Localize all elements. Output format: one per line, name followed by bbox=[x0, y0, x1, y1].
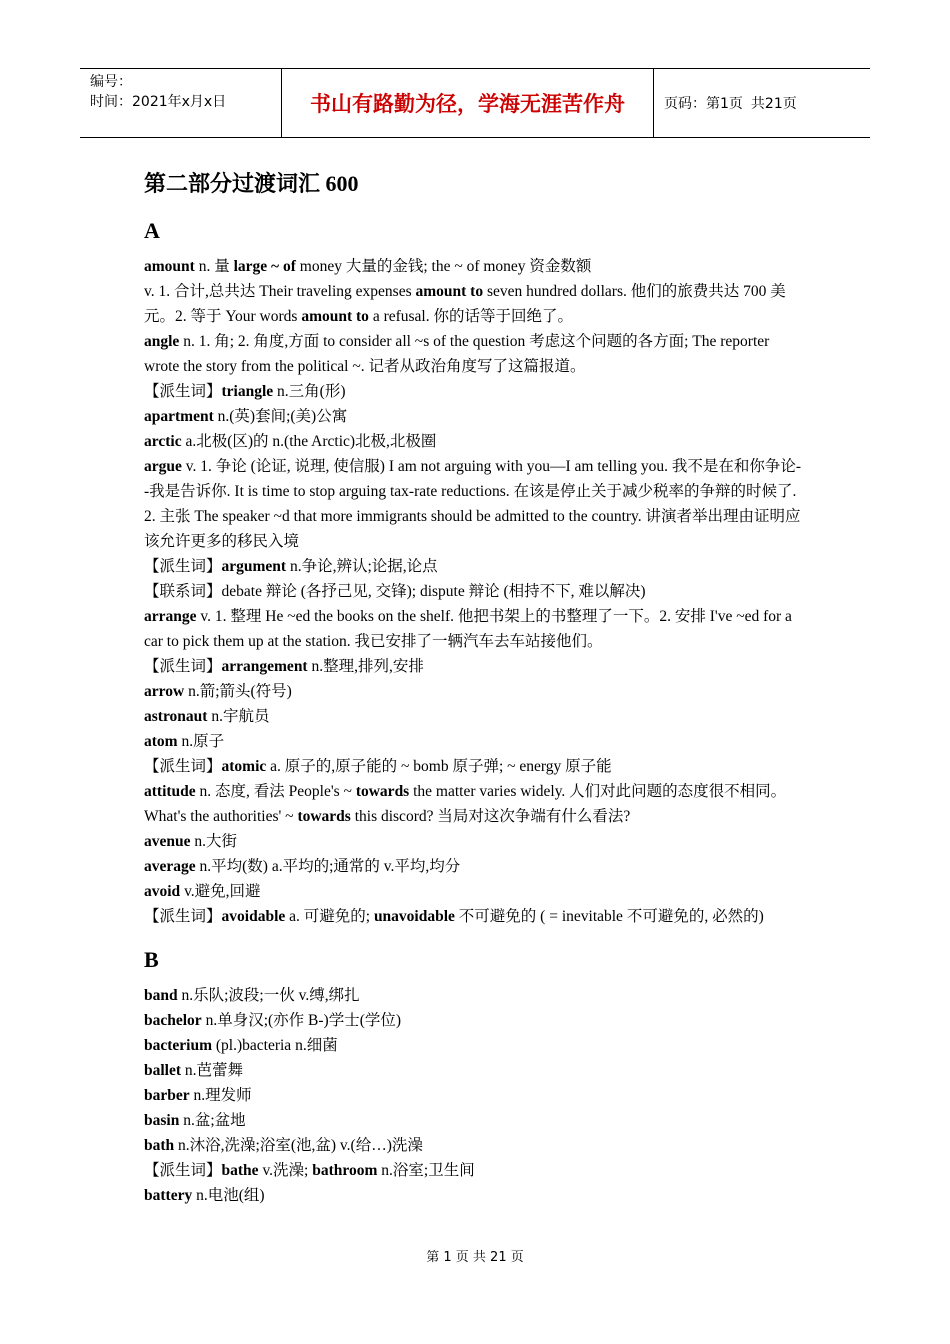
page-header bbox=[80, 68, 870, 138]
entry-apartment bbox=[144, 404, 806, 429]
headword: avoidable bbox=[221, 908, 286, 925]
entry-text: n.乐队;波段;一伙 v.缚,绑扎 bbox=[177, 987, 360, 1004]
entry-text: n.三角(形) bbox=[273, 383, 346, 400]
entry-battery bbox=[144, 1183, 806, 1208]
entry-text: n.宇航员 bbox=[207, 708, 270, 725]
headword: barber bbox=[144, 1087, 190, 1104]
entry-text: n. 态度, 看法 People's ~ bbox=[195, 783, 356, 800]
entry-atom bbox=[144, 729, 806, 754]
headword: unavoidable bbox=[373, 908, 455, 925]
entry-text: 不可避免的 ( = inevitable 不可避免的, 必然的) bbox=[454, 908, 764, 925]
headword: bathroom bbox=[312, 1162, 378, 1179]
entry-text: 【联系词】debate 辩论 (各抒己见, 交锋); dispute 辩论 (相持不下, 难以解决) bbox=[144, 583, 646, 600]
entry-text: (pl.)bacteria n.细菌 bbox=[212, 1037, 338, 1054]
headword: average bbox=[144, 858, 196, 875]
headword: large ~ of bbox=[233, 258, 296, 275]
page-number-label: 页码：第1页 bbox=[664, 96, 743, 112]
entry-avoid bbox=[144, 879, 806, 904]
entry-atomic bbox=[144, 754, 806, 779]
header-meta bbox=[80, 69, 281, 137]
section-letter-a: A bbox=[144, 218, 160, 243]
entry-text: a refusal. 你的话等于回绝了。 bbox=[368, 308, 573, 325]
entry-text: 【派生词】 bbox=[144, 1162, 222, 1179]
headword: bachelor bbox=[144, 1012, 202, 1029]
headword: bathe bbox=[221, 1162, 259, 1179]
entry-amount-verb bbox=[144, 279, 806, 329]
entry-text: money 大量的金钱; the ~ of money 资金数额 bbox=[295, 258, 592, 275]
entry-text: a.北极(区)的 n.(the Arctic)北极,北极圈 bbox=[181, 433, 437, 450]
headword: attitude bbox=[144, 783, 196, 800]
entry-average bbox=[144, 854, 806, 879]
entry-text: seven hundred dollars. 他们的旅费共达 700 美元。2. 等于 Your words bbox=[144, 283, 786, 325]
headword: battery bbox=[144, 1187, 193, 1204]
entry-text: 【派生词】 bbox=[144, 908, 222, 925]
entry-text: n.(英)套间;(美)公寓 bbox=[213, 408, 348, 425]
entry-text: n.箭;箭头(符号) bbox=[184, 683, 292, 700]
entry-text: n.单身汉;(亦作 B-)学士(学位) bbox=[201, 1012, 402, 1029]
headword: avoid bbox=[144, 883, 181, 900]
entry-text: v.避免,回避 bbox=[180, 883, 261, 900]
entry-argue bbox=[144, 454, 806, 554]
entry-text: the matter varies widely. 人们对此问题的态度很不相同。What's the authorities' ~ bbox=[144, 783, 787, 825]
document-body bbox=[144, 168, 806, 1208]
header-page-info bbox=[654, 69, 870, 137]
entry-text: 【派生词】 bbox=[144, 758, 222, 775]
entry-text: n.大街 bbox=[190, 833, 238, 850]
entry-band bbox=[144, 983, 806, 1008]
entry-text: n.沐浴,洗澡;浴室(池,盆) v.(给…)洗澡 bbox=[174, 1137, 423, 1154]
entry-barber bbox=[144, 1083, 806, 1108]
entry-text: a. 可避免的; bbox=[285, 908, 374, 925]
entry-arrange bbox=[144, 604, 806, 654]
entry-attitude bbox=[144, 779, 806, 829]
entry-text: n.平均(数) a.平均的;通常的 v.平均,均分 bbox=[195, 858, 461, 875]
entry-arrangement bbox=[144, 654, 806, 679]
headword: angle bbox=[144, 333, 180, 350]
entry-arrow bbox=[144, 679, 806, 704]
headword: towards bbox=[355, 783, 410, 800]
entry-text: n.盆;盆地 bbox=[179, 1112, 246, 1129]
entry-bath bbox=[144, 1133, 806, 1158]
header-motto: 书山有路勤为径，学海无涯苦作舟 bbox=[281, 69, 654, 137]
entry-text: v. 1. 合计,总共达 Their traveling expenses bbox=[144, 283, 416, 300]
headword: avenue bbox=[144, 833, 191, 850]
headword: arrangement bbox=[221, 658, 308, 675]
entry-bathe bbox=[144, 1158, 806, 1183]
entry-bachelor bbox=[144, 1008, 806, 1033]
entry-argument bbox=[144, 554, 806, 579]
entry-text: 【派生词】 bbox=[144, 658, 222, 675]
entry-text: v. 1. 整理 He ~ed the books on the shelf. 他把书架上的书整理了一下。2. 安排 I've ~ed for a car to pick them up at the station. 我已安排了一辆汽车去车站接他们。 bbox=[144, 608, 792, 650]
section-a bbox=[144, 216, 806, 929]
entry-text: v. 1. 争论 (论证, 说理, 使信服) I am not arguing with you—I am telling you. 我不是在和你争论--我是告诉你. It is time to stop arguing tax-rate reductions. 在该是停止关于减少税率的争辩的时候了. 2. 主张 The speaker ~d that more immigrants should be admitted to the country. 讲演者举出理由证明应该允许更多的移民入境 bbox=[144, 458, 801, 550]
headword: apartment bbox=[144, 408, 214, 425]
headword: band bbox=[144, 987, 178, 1004]
headword: amount to bbox=[415, 283, 484, 300]
number-label: 编号： bbox=[90, 74, 132, 90]
headword: bacterium bbox=[144, 1037, 213, 1054]
headword: argue bbox=[144, 458, 182, 475]
entry-basin bbox=[144, 1108, 806, 1133]
entry-avoidable bbox=[144, 904, 806, 929]
entry-text: n. 1. 角; 2. 角度,方面 to consider all ~s of the question 考虑这个问题的各方面; The reporter wrote the story from the political ~. 记者从政治角度写了这篇报道。 bbox=[144, 333, 770, 375]
entry-text: n.浴室;卫生间 bbox=[377, 1162, 475, 1179]
headword: argument bbox=[221, 558, 287, 575]
entry-text: n.原子 bbox=[177, 733, 225, 750]
entry-text: n. 量 bbox=[194, 258, 234, 275]
entry-text: v.洗澡; bbox=[258, 1162, 313, 1179]
entry-text: 【派生词】 bbox=[144, 383, 222, 400]
document-title: 第二部分过渡词汇 600 bbox=[144, 171, 359, 196]
headword: triangle bbox=[221, 383, 274, 400]
entry-avenue bbox=[144, 829, 806, 854]
headword: towards bbox=[297, 808, 351, 825]
entry-debate bbox=[144, 579, 806, 604]
headword: atom bbox=[144, 733, 178, 750]
page-total-label: 共21页 bbox=[750, 96, 797, 112]
headword: arrange bbox=[144, 608, 197, 625]
headword: basin bbox=[144, 1112, 180, 1129]
section-letter-b: B bbox=[144, 947, 159, 972]
entry-text: n.整理,排列,安排 bbox=[307, 658, 424, 675]
entry-bacterium bbox=[144, 1033, 806, 1058]
entry-text: n.理发师 bbox=[189, 1087, 252, 1104]
entry-text: 【派生词】 bbox=[144, 558, 222, 575]
headword: arctic bbox=[144, 433, 182, 450]
entry-ballet bbox=[144, 1058, 806, 1083]
headword: arrow bbox=[144, 683, 185, 700]
entry-text: a. 原子的,原子能的 ~ bomb 原子弹; ~ energy 原子能 bbox=[266, 758, 612, 775]
entry-text: n.争论,辨认;论据,论点 bbox=[286, 558, 438, 575]
entry-triangle bbox=[144, 379, 806, 404]
entry-amount bbox=[144, 254, 806, 279]
page-footer: 第 1 页 共 21 页 bbox=[426, 1250, 524, 1265]
headword: amount to bbox=[301, 308, 369, 325]
entry-angle bbox=[144, 329, 806, 379]
headword: bath bbox=[144, 1137, 175, 1154]
entry-astronaut bbox=[144, 704, 806, 729]
entry-text: n.芭蕾舞 bbox=[181, 1062, 244, 1079]
headword: amount bbox=[144, 258, 195, 275]
headword: ballet bbox=[144, 1062, 182, 1079]
time-label: 时间：2021年x月x日 bbox=[90, 94, 227, 110]
section-b bbox=[144, 945, 806, 1208]
entry-text: this discord? 当局对这次争端有什么看法? bbox=[350, 808, 631, 825]
entry-arctic bbox=[144, 429, 806, 454]
headword: atomic bbox=[221, 758, 267, 775]
entry-text: n.电池(组) bbox=[192, 1187, 265, 1204]
headword: astronaut bbox=[144, 708, 208, 725]
